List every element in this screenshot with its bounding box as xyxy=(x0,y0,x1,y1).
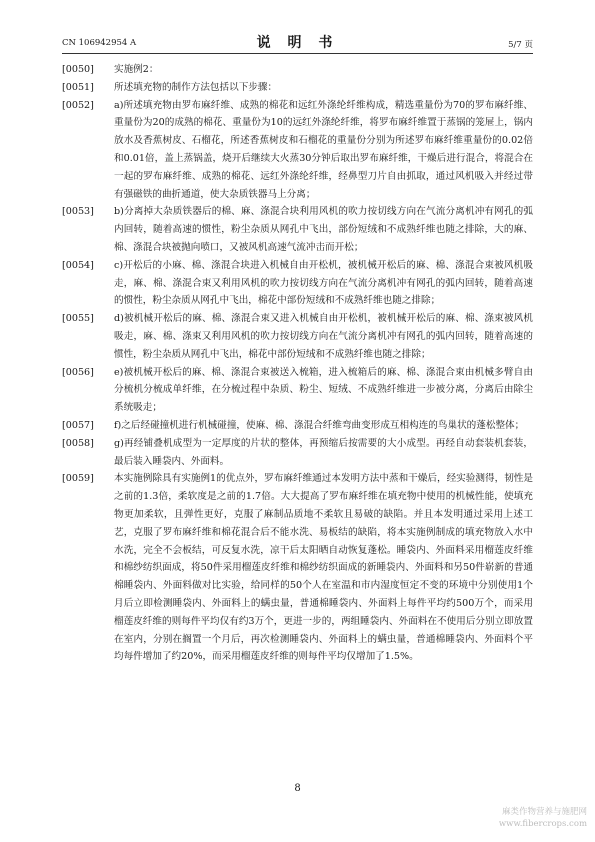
paragraph-number: [0055] xyxy=(62,313,94,325)
paragraph-text: b)分离掉大杂质铁器后的棉、麻、涤混合块利用风机的吹力按切线方向在气流分离机冲有网孔的弧内回转，随着高速的惯性，粉尘杂质从网孔中飞出，部份短绒和不成熟纤维也随之排除，大的麻、棉、涤混合块被抛向喷口，又被风机高速气流冲击而开松； xyxy=(114,206,533,253)
paragraph-number: [0050] xyxy=(62,64,94,75)
paragraph-text: 本实施例除具有实施例1的优点外，罗布麻纤维通过本发明方法中蒸和干燥后，经实验测得，韧性是之前的1.3倍，柔软度是之前的1.7倍。大大提高了罗布麻纤维在填充物中使用的机械性能，使填充物更加柔软，且弹性更好，克服了麻制品质地不柔软且易破的缺陷。并且本发明通过采用上述工艺，克服了罗布麻纤维和棉花混合后不能水洗、易板结的缺陷，将本实施例制成的填充物放入水中水洗，完全不会板结，可反复水洗，凉干后太阳晒自动恢复蓬松。睡袋内、外面料采用榴莲皮纤维和棉纱纺织面成，将50件采用榴莲皮纤维和棉纱纺织面成的新睡袋内、外面料和另50件崭新的普通棉睡袋内、外面料做对比实验，给同样的50个人在室温和市内湿度恒定不变的环境中分别使用1个月后立即检测睡袋内、外面料上的螨虫量，普通棉睡袋内、外面料上每件平均约500万个，而采用榴莲皮纤维的则每件平均仅有约3万个，更进一步的，两组睡袋内、外面料在不使用后分别立即放置在室内，分别在搁置一个月后，再次检测睡袋内、外面料上的螨虫量，普通棉睡袋内、外面料个平均每件增加了约20%，而采用榴莲皮纤维的则每件平均仅增加了1.5%。 xyxy=(114,473,533,663)
paragraph-number: [0059] xyxy=(62,473,94,485)
paragraph-0055 xyxy=(62,310,533,363)
paragraph-0056 xyxy=(62,364,533,417)
paragraph-number: [0057] xyxy=(62,419,94,431)
paragraph-0057 xyxy=(62,417,533,435)
paragraph-0053 xyxy=(62,203,533,256)
paragraph-text: a)所述填充物由罗布麻纤维、成熟的棉花和远红外涤纶纤维构成，精选重量份为70的罗布麻纤维、重量份为20的成熟的棉花、重量份为10的远红外涤纶纤维，将罗布麻纤维置于蒸锅的笼屉上，锅内放水及香蕉树皮、石榴花，所述香蕉树皮和石榴花的重量份分别为所述罗布麻纤维重量份的0.02倍和0.01倍，盖上蒸锅盖，烧开后继续大火蒸30分钟后取出罗布麻纤维，干燥后进行混合，将混合在一起的罗布麻纤维、成熟的棉花、远红外涤纶纤维，经鼻型刀片自由抓取，通过风机吸入并经过带有强磁铁的曲折通道，使大杂质铁器马上分离； xyxy=(114,99,533,200)
watermark-site-name: 麻类作物营养与施肥网 xyxy=(501,807,587,817)
paragraph-number: [0056] xyxy=(62,366,94,378)
document-body xyxy=(62,61,533,666)
paragraph-0052 xyxy=(62,97,533,204)
paragraph-number: [0058] xyxy=(62,437,94,449)
paragraph-number: [0053] xyxy=(62,206,94,218)
paragraph-text: 实施例2： xyxy=(114,64,159,75)
page-number: 8 xyxy=(294,783,301,794)
paragraph-number: [0051] xyxy=(62,81,94,93)
paragraph-number: [0054] xyxy=(62,259,94,271)
paragraph-text: g)再经铺叠机成型为一定厚度的片状的整体，再预缩后按需要的大小成型。再经自动套装机套装，最后装入睡袋内、外面料。 xyxy=(114,437,533,467)
paragraph-text: d)被机械开松后的麻、棉、涤混合束又进入机械自由开松机，被机械开松后的麻、棉、涤束被风机吸走，麻、棉、涤束又利用风机的吹力按切线方向在气流分离机冲有网孔的弧内回转，随着高速的惯性，粉尘杂质从网孔中飞出，棉花中部份短绒和不成熟纤维也随之排除； xyxy=(114,313,533,360)
paragraph-0051 xyxy=(62,79,533,97)
page-header xyxy=(62,28,533,54)
header-rule xyxy=(62,53,533,54)
paragraph-0054 xyxy=(62,257,533,310)
paragraph-text: f)之后经碰撞机进行机械碰撞，使麻、棉、涤混合纤维弯曲变形成互相构连的鸟巢状的蓬松整体； xyxy=(114,419,525,431)
paragraph-0050 xyxy=(62,61,533,79)
paragraph-text: c)开松后的小麻、棉、涤混合块进入机械自由开松机，被机械开松后的麻、棉、涤混合束被风机吸走，麻、棉、涤混合束又利用风机的吹力按切线方向在气流分离机冲有网孔的弧内回转，随着高速的惯性，粉尘杂质从网孔中飞出，棉花中部份短绒和不成熟纤维也随之排除； xyxy=(114,259,533,307)
paragraph-0059 xyxy=(62,470,533,666)
site-watermark xyxy=(499,806,587,830)
watermark-url: www.fibercrops.com xyxy=(498,819,587,829)
document-title: 说 明 书 xyxy=(256,35,339,51)
paragraph-text: 所述填充物的制作方法包括以下步骤： xyxy=(114,81,278,93)
page-info: 5/7 页 xyxy=(508,40,533,50)
paragraph-text: e)被机械开松后的麻、棉、涤混合束被送入梳箱，进入梳箱后的麻、棉、涤混合束由机械多臂自由分梳机分梳成单纤维，在分梳过程中杂质、粉尘、短绒、不成熟纤维进一步被分离，分离后由除尘系统吸走； xyxy=(114,366,533,414)
paragraph-number: [0052] xyxy=(62,99,94,111)
publication-number: CN 106942954 A xyxy=(62,38,137,48)
paragraph-0058 xyxy=(62,435,533,471)
